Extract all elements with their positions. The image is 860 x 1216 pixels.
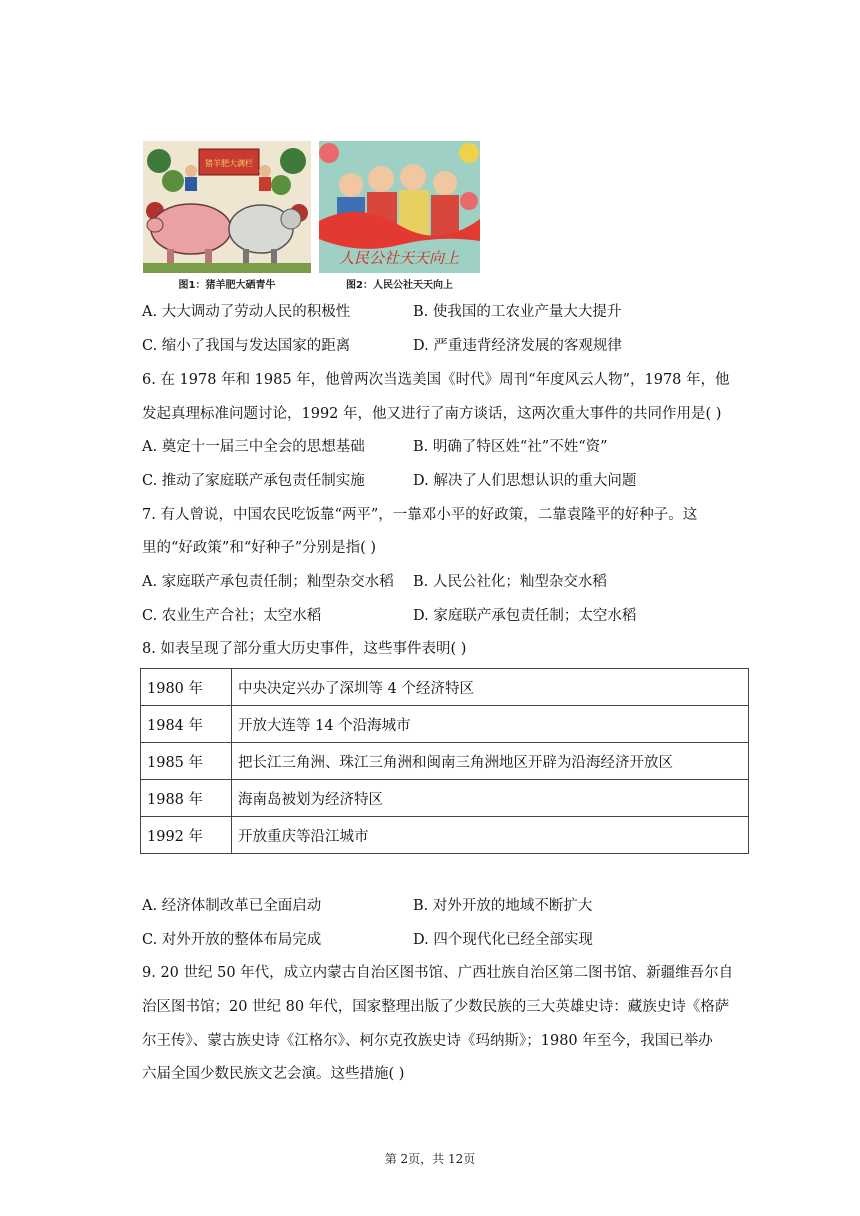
q8-option-a: A. 经济体制改革已全面启动 [142, 898, 322, 914]
q7-stem-line-1: 7. 有人曾说，中国农民吃饭靠“两平”，一靠邓小平的好政策，二靠袁隆平的好种子。这 [142, 507, 698, 523]
q9-stem-line-1: 9. 20 世纪 50 年代，成立内蒙古自治区图书馆、广西壮族自治区第二图书馆、新疆维吾尔自 [142, 965, 734, 981]
q7-option-a: A. 家庭联产承包责任制；籼型杂交水稻 [142, 574, 394, 590]
q6-stem-line-2: 发起真理标准问题讨论，1992 年，他又进行了南方谈话，这两次重大事件的共同作用是( ) [142, 406, 722, 422]
table-year-cell: 1992 年 [141, 817, 232, 854]
figure-1-illustration [143, 141, 311, 273]
q9-stem-line-4: 六届全国少数民族文艺会演。这些措施( ) [142, 1066, 405, 1082]
table-event-cell: 把长江三角洲、珠江三角洲和闽南三角洲地区开辟为沿海经济开放区 [232, 743, 749, 780]
q8-option-c: C. 对外开放的整体布局完成 [142, 932, 322, 948]
table-event-cell: 海南岛被划为经济特区 [232, 780, 749, 817]
q7-stem-line-2: 里的“好政策”和“好种子”分别是指( ) [142, 540, 377, 556]
q8-option-b: B. 对外开放的地域不断扩大 [413, 898, 593, 914]
q5-option-a: A. 大大调动了劳动人民的积极性 [142, 304, 351, 320]
table-year-cell: 1984 年 [141, 706, 232, 743]
table-row [141, 706, 749, 743]
table-row [141, 817, 749, 854]
q6-stem-line-1: 6. 在 1978 年和 1985 年，他曾两次当选美国《时代》周刊“年度风云人物”，1978 年，他 [142, 372, 730, 388]
table-row [141, 743, 749, 780]
q8-stem: 8. 如表呈现了部分重大历史事件，这些事件表明( ) [142, 641, 467, 657]
q6-option-a: A. 奠定十一届三中全会的思想基础 [142, 439, 365, 455]
figure-2-illustration [319, 141, 480, 273]
q6-option-d: D. 解决了人们思想认识的重大问题 [413, 473, 637, 489]
figure-1-caption: 图1：猪羊肥大硒青牛 [178, 280, 276, 291]
events-table [140, 668, 749, 854]
q7-option-c: C. 农业生产合社；太空水稻 [142, 608, 322, 624]
table-year-cell: 1980 年 [141, 669, 232, 706]
figure-2-slogan: 人民公社天天向上 [338, 249, 460, 267]
q9-stem-line-2: 治区图书馆；20 世纪 80 年代，国家整理出版了少数民族的三大英雄史诗：藏族史诗《格萨 [142, 999, 730, 1015]
figure-group [143, 141, 483, 291]
figure-1 [143, 141, 311, 291]
figure-2 [319, 141, 480, 291]
q7-option-b: B. 人民公社化；籼型杂交水稻 [413, 574, 607, 590]
q5-option-c: C. 缩小了我国与发达国家的距离 [142, 338, 351, 354]
table-event-cell: 开放重庆等沿江城市 [232, 817, 749, 854]
figure-2-caption: 图2：人民公社天天向上 [346, 280, 453, 291]
q6-option-c: C. 推动了家庭联产承包责任制实施 [142, 473, 365, 489]
table-year-cell: 1988 年 [141, 780, 232, 817]
table-event-cell: 中央决定兴办了深圳等 4 个经济特区 [232, 669, 749, 706]
table-year-cell: 1985 年 [141, 743, 232, 780]
q8-option-d: D. 四个现代化已经全部实现 [413, 932, 593, 948]
q9-stem-line-3: 尔王传》、蒙古族史诗《江格尔》、柯尔克孜族史诗《玛纳斯》；1980 年至今，我国已举办 [142, 1033, 713, 1049]
q6-option-b: B. 明确了特区姓“社”不姓“资” [413, 439, 608, 455]
figure-1-banner: 猪羊肥大满栏 [205, 159, 253, 168]
q5-option-d: D. 严重违背经济发展的客观规律 [413, 338, 622, 354]
table-row [141, 669, 749, 706]
table-event-cell: 开放大连等 14 个沿海城市 [232, 706, 749, 743]
q5-option-b: B. 使我国的工农业产量大大提升 [413, 304, 622, 320]
page-footer: 第 2页，共 12页 [384, 1152, 476, 1166]
q7-option-d: D. 家庭联产承包责任制；太空水稻 [413, 608, 637, 624]
table-row [141, 780, 749, 817]
